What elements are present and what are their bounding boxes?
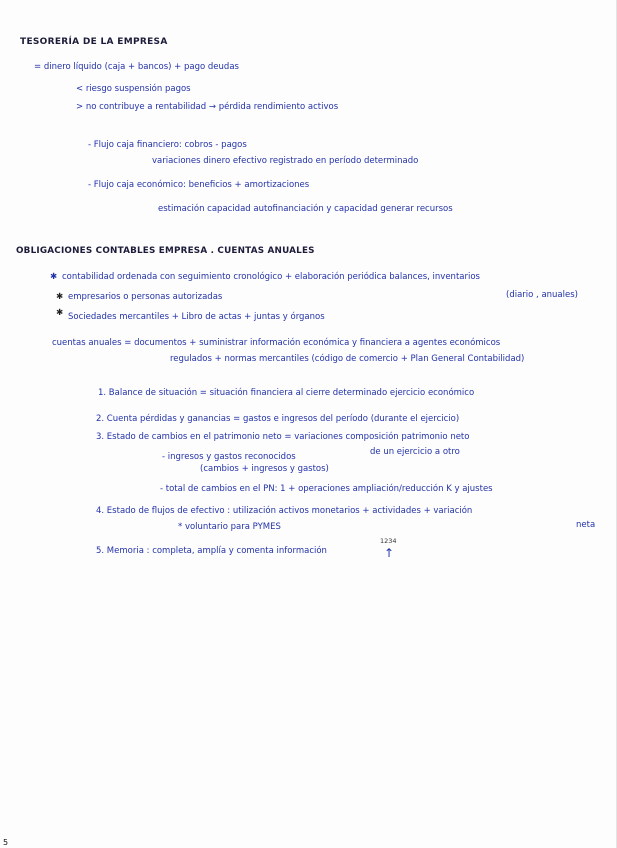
text-line: variaciones dinero efectivo registrado en período determinado: [152, 156, 419, 166]
text-line: > no contribuye a rentabilidad → pérdida rendimiento activos: [76, 102, 339, 112]
text-line: cuentas anuales = documentos + suministrar información económica y financiera a agentes económicos: [52, 338, 501, 348]
page-number: 5: [3, 838, 9, 847]
text-line: contabilidad ordenada con seguimiento cronológico + elaboración periódica balances, inventarios: [62, 272, 480, 282]
text-line: (diario , anuales): [506, 290, 578, 300]
list-item: 1. Balance de situación = situación financiera al cierre determinado ejercicio económico: [98, 388, 475, 398]
text-line: - ingresos y gastos reconocidos: [162, 452, 296, 462]
asterisk-icon: ✱: [56, 292, 64, 302]
text-line: = dinero líquido (caja + bancos) + pago deudas: [34, 62, 239, 72]
section-title-tesoreria: TESORERÍA DE LA EMPRESA: [20, 37, 168, 47]
text-line: (cambios + ingresos y gastos): [200, 464, 329, 474]
asterisk-icon: ✱: [56, 308, 64, 318]
text-line: estimación capacidad autofinanciación y capacidad generar recursos: [158, 204, 453, 214]
arrow-up-icon: ↑: [384, 546, 395, 560]
text-line: Sociedades mercantiles + Libro de actas + juntas y órganos: [68, 312, 325, 322]
list-item: 3. Estado de cambios en el patrimonio neto = variaciones composición patrimonio neto: [96, 432, 470, 442]
list-item: 5. Memoria : completa, amplía y comenta información: [96, 546, 327, 556]
text-line: neta: [576, 520, 596, 530]
text-line: empresarios o personas autorizadas: [68, 292, 223, 302]
text-line: de un ejercicio a otro: [370, 447, 460, 457]
text-line: - Flujo caja financiero: cobros - pagos: [88, 140, 247, 150]
section-title-obligaciones: OBLIGACIONES CONTABLES EMPRESA . CUENTAS ANUALES: [16, 246, 315, 256]
text-line: - Flujo caja económico: beneficios + amortizaciones: [88, 180, 310, 190]
list-item: 4. Estado de flujos de efectivo : utilización activos monetarios + actividades + variación: [96, 506, 473, 516]
asterisk-icon: ✱: [50, 272, 58, 282]
text-line: < riesgo suspensión pagos: [76, 84, 191, 94]
text-line: regulados + normas mercantiles (código de comercio + Plan General Contabilidad): [170, 354, 525, 364]
list-item: 2. Cuenta pérdidas y ganancias = gastos e ingresos del período (durante el ejercicio): [96, 414, 460, 424]
text-line: * voluntario para PYMES: [178, 522, 281, 532]
text-line: - total de cambios en el PN: 1 + operaciones ampliación/reducción K y ajustes: [160, 484, 493, 494]
text-line: 1234: [380, 537, 397, 545]
